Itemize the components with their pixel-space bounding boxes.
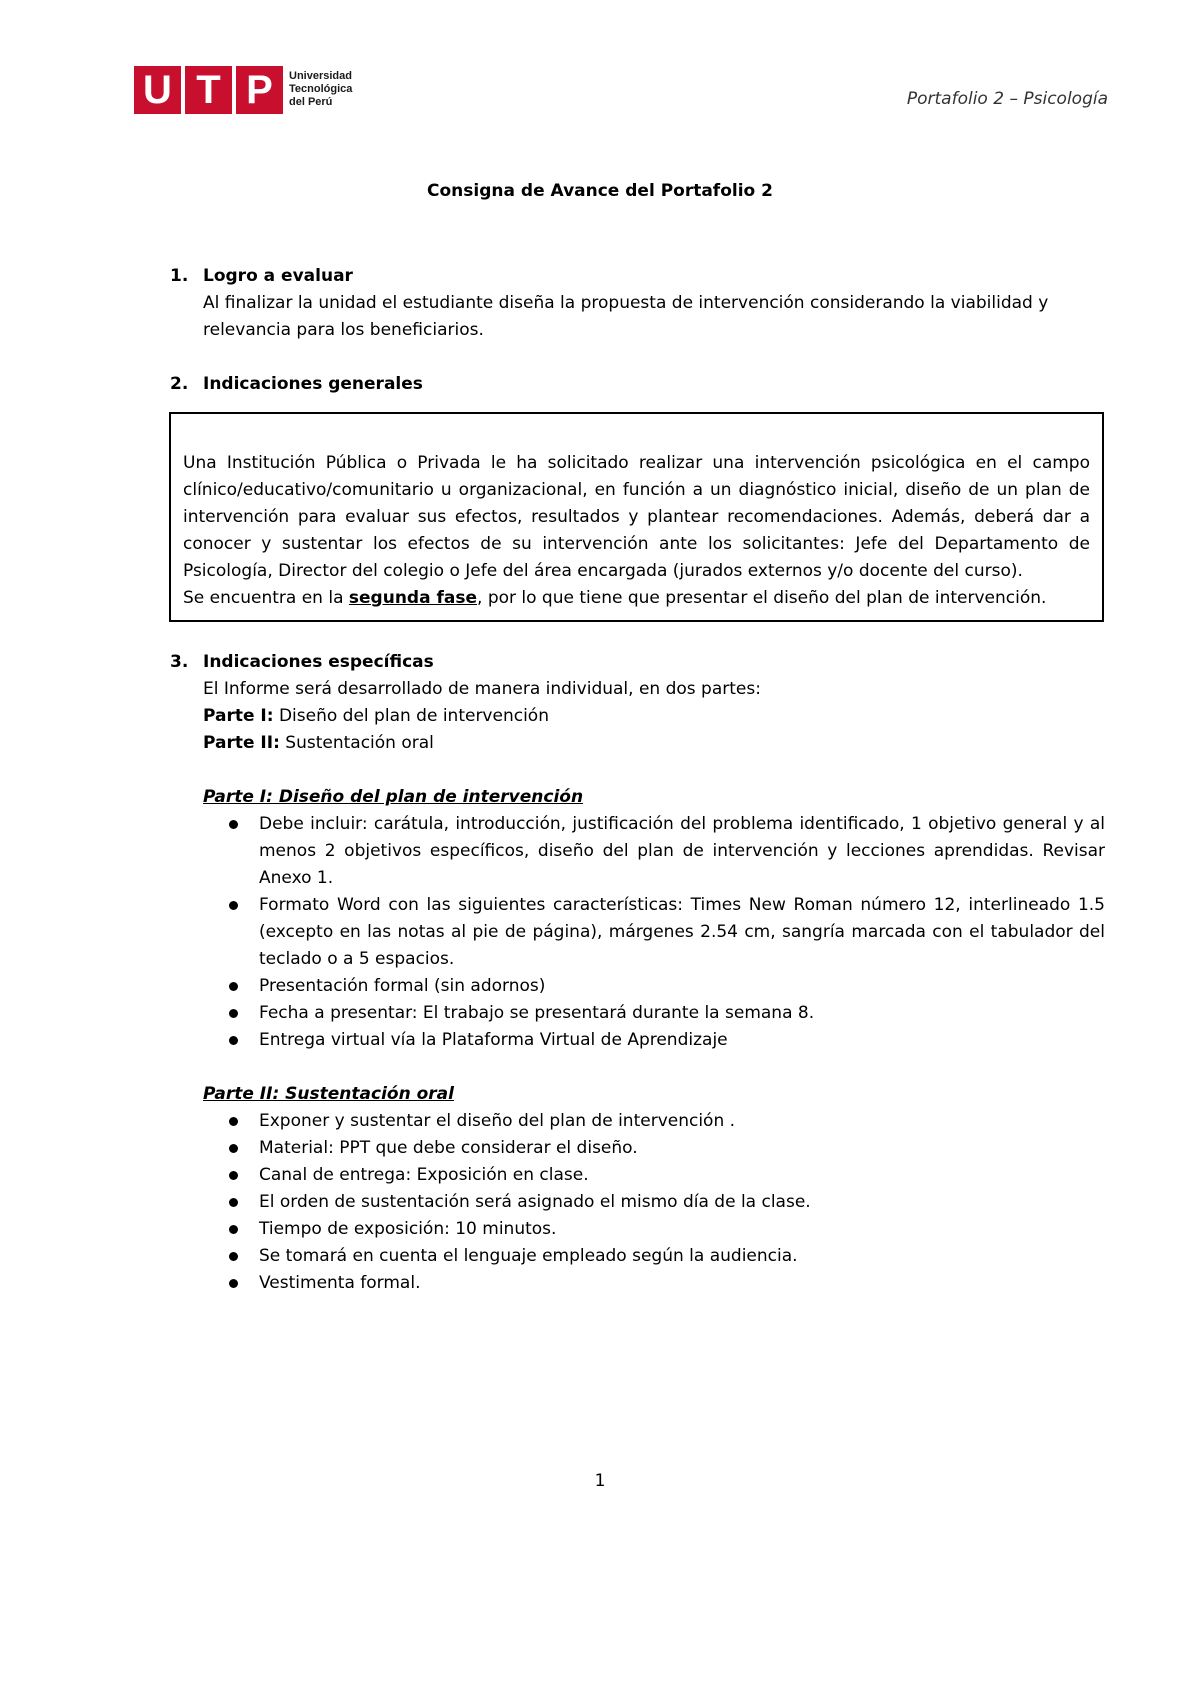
list-item-text: El orden de sustentación será asignado el mismo día de la clase. [259,1192,811,1212]
part-2-list [203,1108,1105,1297]
bullet-icon [229,1279,238,1288]
logo-text-line: Tecnológica [289,83,353,95]
section-title: Indicaciones generales [203,374,423,394]
list-item [203,1270,1105,1297]
bullet-icon [229,901,238,910]
list-item [203,1243,1105,1270]
instructions-box [169,412,1104,622]
list-item [203,1216,1105,1243]
bullet-icon [229,1171,238,1180]
list-item-text: Entrega virtual vía la Plataforma Virtual de Aprendizaje [259,1030,728,1050]
list-item [203,973,1105,1000]
section-title: Indicaciones específicas [203,652,434,672]
logo-letter-t: T [185,66,232,114]
list-item-text: Tiempo de exposición: 10 minutos. [259,1219,557,1239]
bullet-icon [229,982,238,991]
part-1-label: Parte I: [203,706,274,726]
logo-letter-p: P [236,66,283,114]
list-item-text: Material: PPT que debe considerar el diseño. [259,1138,638,1158]
page-number: 1 [594,1471,606,1491]
bullet-icon [229,1225,238,1234]
list-item [203,1027,1105,1054]
list-item [203,811,1105,892]
part-1-list [203,811,1105,1054]
phase-text-post: , por lo que tiene que presentar el diseño del plan de intervención. [477,588,1047,608]
list-item-text: Exponer y sustentar el diseño del plan de intervención . [259,1111,736,1131]
list-item [203,1162,1105,1189]
phase-emphasis: segunda fase [348,588,478,608]
subsection-title-part-2: Parte II: Sustentación oral [203,1084,454,1104]
list-item [203,1108,1105,1135]
list-item-text: Fecha a presentar: El trabajo se presentará durante la semana 8. [259,1003,815,1023]
bullet-icon [229,1144,238,1153]
part-1-text: Diseño del plan de intervención [273,706,549,726]
list-item-text: Canal de entrega: Exposición en clase. [259,1165,589,1185]
logo-letter-u: U [134,66,181,114]
list-item-text: Debe incluir: carátula, introducción, justificación del problema identificado, 1 objetivo general y al menos 2 objetivos específicos, diseño del plan de intervención y lecciones aprendidas. Revisar Anexo 1. [259,814,1105,888]
section-1 [170,263,1105,344]
bullet-icon [229,1009,238,1018]
box-paragraph: Una Institución Pública o Privada le ha solicitado realizar una intervención psicológica en el campo clínico/educativo/comunitario u organizacional, en función a un diagnóstico inicial, diseño de un plan de intervención para evaluar sus efectos, resultados y plantear recomendaciones. Además, deberá dar a conocer y sustentar los efectos de su intervención ante los solicitantes: Jefe del Departamento de Psicología, Director del colegio o Jefe del área encargada (jurados externos y/o docente del curso). [183,453,1090,581]
list-item-text: Vestimenta formal. [259,1273,421,1293]
section-number: 3. [170,652,189,672]
bullet-icon [229,820,238,829]
part-2-line [203,730,1105,757]
section-text: Al finalizar la unidad el estudiante diseña la propuesta de intervención considerando la viabilidad y relevancia para los beneficiarios. [203,293,1049,340]
logo-text [289,70,384,109]
bullet-icon [229,1117,238,1126]
list-item [203,892,1105,973]
header-course-label: Portafolio 2 – Psicología [906,89,1108,109]
list-item [203,1189,1105,1216]
section-intro: El Informe será desarrollado de manera individual, en dos partes: [203,679,761,699]
part-1-line [203,703,1105,730]
list-item-text: Presentación formal (sin adornos) [259,976,546,996]
part-2-label: Parte II: [203,733,280,753]
subsection-title-part-1: Parte I: Diseño del plan de intervención [203,787,584,807]
section-title: Logro a evaluar [203,266,353,286]
list-item [203,1000,1105,1027]
box-paragraph-phase [183,585,1090,612]
list-item [203,1135,1105,1162]
bullet-icon [229,1198,238,1207]
logo-text-line: del Perú [289,96,333,108]
bullet-icon [229,1252,238,1261]
section-number: 2. [170,374,189,394]
part-2-text: Sustentación oral [279,733,434,753]
document-body [170,263,1105,1297]
list-item-text: Formato Word con las siguientes características: Times New Roman número 12, interlineado 1.5 (excepto en las notas al pie de página), márgenes 2.54 cm, sangría marcada con el tabulador del teclado o a 5 espacios. [259,895,1105,969]
list-item-text: Se tomará en cuenta el lenguaje empleado según la audiencia. [259,1246,798,1266]
section-2 [170,371,1105,398]
section-number: 1. [170,266,189,286]
section-3 [170,649,1105,1297]
bullet-icon [229,1036,238,1045]
phase-text-pre: Se encuentra en la [183,588,349,608]
logo-text-line: Universidad [289,70,352,82]
document-title: Consigna de Avance del Portafolio 2 [427,181,773,201]
